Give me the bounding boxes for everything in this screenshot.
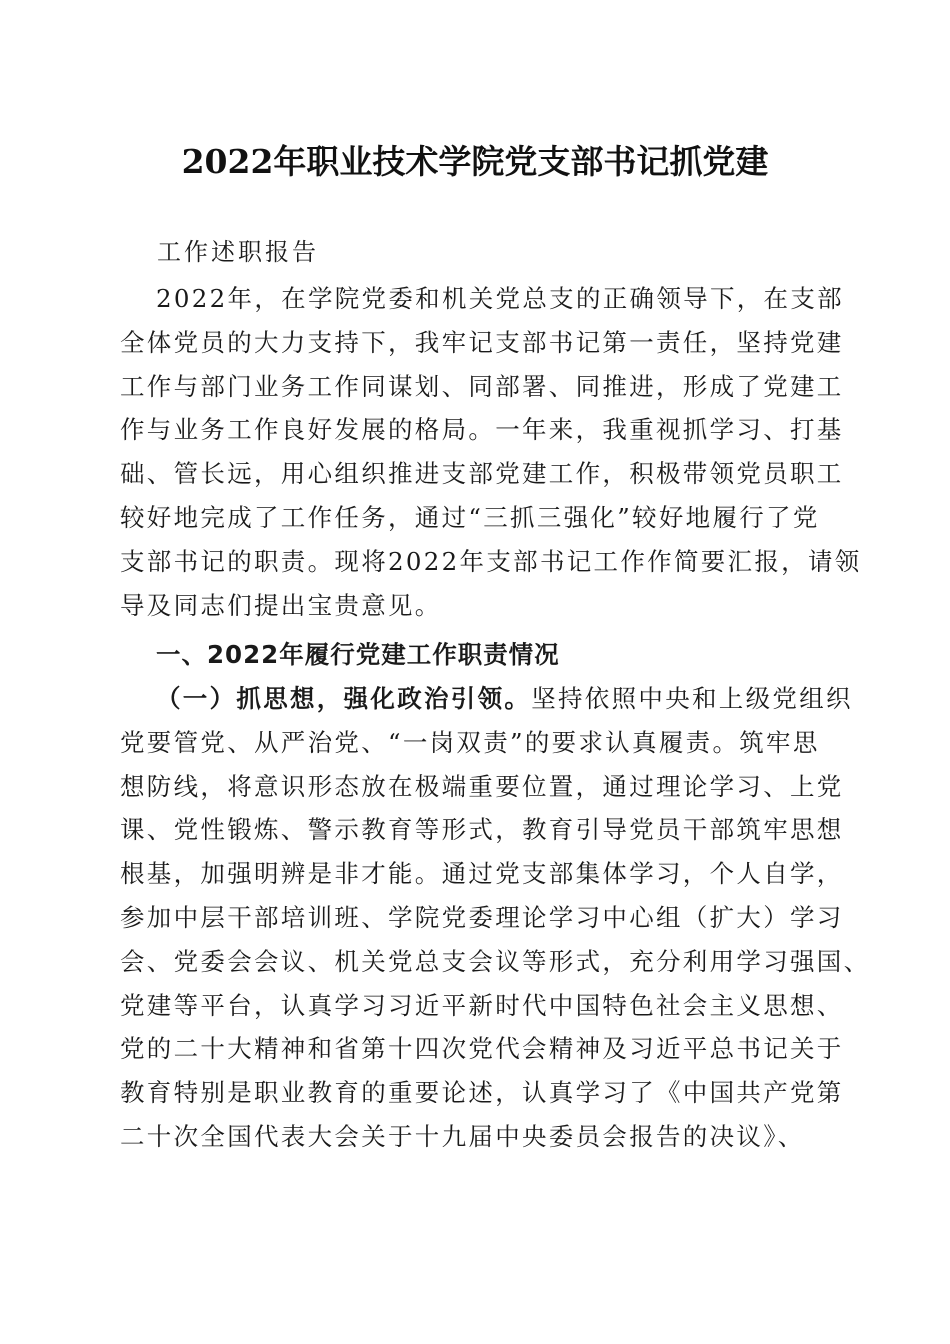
paragraph-line: 参加中层干部培训班、学院党委理论学习中心组（扩大）学习: [120, 902, 844, 932]
paragraph-line: 党建等平台，认真学习习近平新时代中国特色社会主义思想、: [120, 990, 844, 1020]
paragraph-line: 教育特别是职业教育的重要论述，认真学习了《中国共产党第: [120, 1078, 844, 1108]
paragraph-line: 工作与部门业务工作同谋划、同部署、同推进，形成了党建工: [120, 371, 844, 401]
paragraph-line: 全体党员的大力支持下，我牢记支部书记第一责任，坚持党建: [120, 327, 844, 357]
paragraph-line: 作与业务工作良好发展的格局。一年来，我重视抓学习、打基: [120, 415, 844, 445]
section-heading-block: [120, 633, 840, 677]
paragraph-line: [120, 677, 853, 721]
document-subtitle: 工作述职报告: [157, 238, 319, 266]
paragraph-line-rest: 坚持依照中央和上级党组织: [531, 684, 853, 713]
paragraph-line: 础、管长远，用心组织推进支部党建工作，积极带领党员职工: [120, 459, 844, 489]
paragraph-line: 会、党委会会议、机关党总支会议等形式，充分利用学习强国、: [120, 946, 871, 976]
paragraph-intro: [120, 277, 862, 627]
paragraph-line: 党的二十大精神和省第十四次党代会精神及习近平总书记关于: [120, 1034, 844, 1064]
paragraph-line: 党要管党、从严治党、“一岗双责”的要求认真履责。筑牢思: [120, 727, 820, 757]
paragraph-line: 导及同志们提出宝贵意见。: [120, 590, 442, 620]
paragraph-line: 2022年，在学院党委和机关党总支的正确领导下，在支部: [156, 284, 844, 313]
paragraph-line: 较好地完成了工作任务，通过“三抓三强化”较好地履行了党: [120, 502, 820, 532]
subsection-lead: （一）抓思想，强化政治引领。: [156, 684, 532, 713]
paragraph-line: 根基，加强明辨是非才能。通过党支部集体学习，个人自学，: [120, 859, 844, 889]
paragraph-line: 想防线，将意识形态放在极端重要位置，通过理论学习、上党: [120, 771, 844, 801]
paragraph-line: 课、党性锻炼、警示教育等形式，教育引导党员干部筑牢思想: [120, 815, 844, 845]
paragraph-section-1: [120, 677, 871, 1159]
paragraph-line: 二十次全国代表大会关于十九届中央委员会报告的决议》、: [120, 1121, 805, 1151]
section-heading: 一、2022年履行党建工作职责情况: [156, 640, 560, 669]
paragraph-line: 支部书记的职责。现将2022年支部书记工作作简要汇报，请领: [120, 546, 862, 576]
document-title: 2022年职业技术学院党支部书记抓党建: [181, 142, 769, 181]
